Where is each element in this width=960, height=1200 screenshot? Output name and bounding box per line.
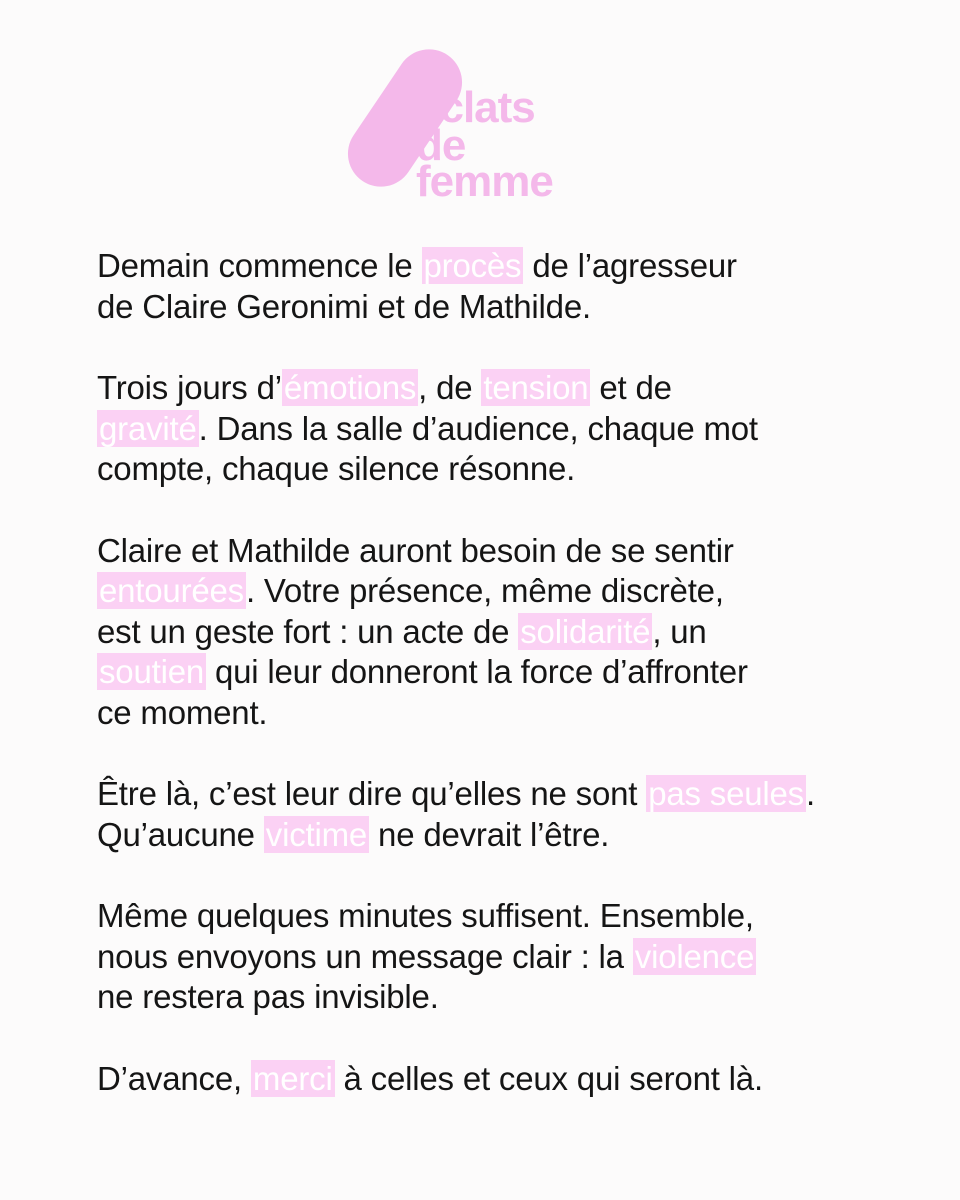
highlight-word: solidarité <box>520 612 651 650</box>
highlight-word: émotions <box>283 369 417 406</box>
text: et de <box>590 369 672 406</box>
highlight-word: violence <box>634 937 755 975</box>
logo-line-2: de <box>416 121 466 170</box>
highlight-word: merci <box>252 1059 333 1097</box>
text: ne restera pas invisible. <box>97 978 439 1015</box>
text: est un geste fort : un acte de <box>97 612 519 650</box>
text: Être là, c’est leur dire qu’elles ne sont <box>97 775 647 812</box>
text: , un <box>652 612 707 650</box>
paragraph-support <box>97 531 897 734</box>
text: , de <box>418 369 482 406</box>
text: Trois jours d’ <box>97 369 282 406</box>
text: Demain commence le <box>97 247 422 284</box>
text: ne devrait l’être. <box>369 815 610 853</box>
paragraph-together <box>97 896 897 1018</box>
highlight-word: soutien <box>99 653 205 690</box>
text: de l’agresseur <box>523 247 737 284</box>
text: de Claire Geronimi et de Mathilde. <box>97 287 591 325</box>
paragraph-thanks <box>97 1059 897 1100</box>
logo-line-1: éclats <box>416 83 535 132</box>
highlight-word: entourées <box>99 572 244 609</box>
eclats-de-femme-logo <box>368 50 608 206</box>
paragraph-trial <box>97 246 897 327</box>
text: . Votre présence, même discrète, <box>245 572 724 609</box>
paragraph-three-days <box>97 368 897 490</box>
message-body <box>97 246 897 1140</box>
text: compte, chaque silence résonne. <box>97 450 576 487</box>
text: Claire et Mathilde auront besoin de se sentir <box>97 531 734 569</box>
text: ce moment. <box>97 693 268 731</box>
text: Même quelques minutes suffisent. Ensemble, <box>97 897 754 934</box>
highlight-word: tension <box>483 369 589 406</box>
text: à celles et ceux qui seront là. <box>334 1059 763 1097</box>
text: . <box>805 775 815 812</box>
text: D’avance, <box>97 1059 251 1097</box>
text: Qu’aucune <box>97 815 264 853</box>
highlight-word: procès <box>423 247 522 284</box>
text: qui leur donneront la force d’affronter <box>206 653 748 690</box>
text: . Dans la salle d’audience, chaque mot <box>198 409 758 447</box>
logo-line-3: femme <box>416 157 553 206</box>
highlight-word: victime <box>265 815 368 853</box>
paragraph-not-alone <box>97 774 897 855</box>
highlight-word: pas seules <box>648 775 804 812</box>
highlight-word: gravité <box>99 409 197 447</box>
text: nous envoyons un message clair : la <box>97 937 633 975</box>
